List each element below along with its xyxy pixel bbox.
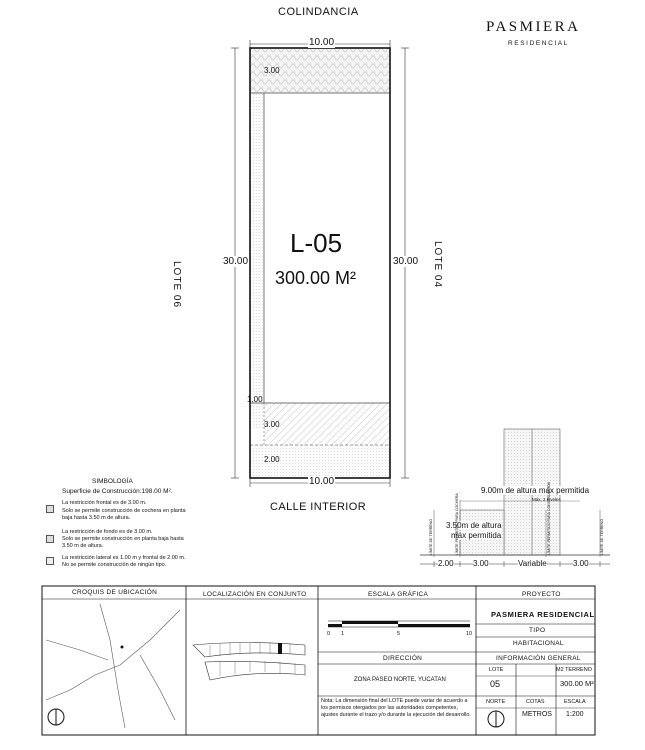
section-vertical-2: LÍMITE PERMITIDO PARA COCHERA (455, 493, 459, 555)
scale-tick-0: 0 (327, 631, 331, 637)
calle-label: CALLE INTERIOR (270, 501, 367, 513)
legend-1-line2: Solo se permite construcción de cochera en planta (62, 508, 186, 514)
section-dim-4: 3.00 (573, 559, 589, 568)
section-low-label-1: 3.50m de altura (446, 521, 502, 530)
scale-tick-1: 1 (341, 631, 345, 637)
width-top-label: 10.00 (309, 37, 335, 48)
lote-value: 05 (490, 679, 501, 689)
section-dim-1: 2.00 (438, 559, 454, 568)
superficie-text: Superficie de Construcción:198.00 M². (62, 488, 173, 495)
scale-tick-5: 5 (397, 631, 401, 637)
front-setback-label: 3.00 (264, 420, 280, 429)
colindancia-label: COLINDANCIA (278, 6, 359, 18)
section-max-sub: Máx. 2 niveles (532, 497, 561, 502)
brand-logo-sub: RESIDENCIAL (508, 40, 569, 47)
info-general-label: INFORMACIÓN GENERAL (496, 655, 581, 662)
depth-right-label: 30.00 (393, 256, 419, 267)
depth-left-label: 30.00 (223, 256, 249, 267)
escala-label: ESCALA (564, 699, 586, 705)
escala-value: 1:200 (566, 711, 584, 718)
section-vertical-1: LÍMITE DE TERRENO (429, 518, 433, 555)
lote-label: LOTE (489, 667, 504, 673)
nota-text: Nota: La dimensión final del LOTE puede variar de acuerdo a los permisos otergados por las autoridades competentes, ajustes durante el trazo y/o durante la ejecución del desarrollo. (321, 698, 471, 718)
simbologia-title: SIMBOLOGÍA (92, 478, 133, 485)
front-extra-label: 2.00 (264, 455, 280, 464)
tipo-value: HABITACIONAL (513, 640, 564, 647)
legend-1-line3: baja hasta 3.50 m de altura. (62, 515, 131, 521)
section-max-label: 9.00m de altura máx permitida (481, 486, 590, 495)
scale-tick-10: 10 (466, 631, 473, 637)
section-dim-3: Variable (518, 559, 547, 568)
localizacion-label: LOCALIZACIÓN EN CONJUNTO (203, 591, 307, 598)
legend-3-line1: La restricción lateral es 1.00 m y frontal de 2.00 m. (62, 555, 186, 561)
section-vertical-3: LÍMITE PERMITIDO PARA CONSTRUCCIÓN (547, 481, 551, 555)
right-neighbor-label: LOTE 04 (432, 241, 443, 289)
section-vertical-4: LÍMITE DE TERRENO (600, 518, 604, 555)
width-bottom-label: 10.00 (309, 476, 335, 487)
cotas-label: COTAS (526, 699, 545, 705)
legend-1-line1: La restricción frontal es de 3.00 m. (62, 500, 147, 506)
m2-label: M2 TERRENO (556, 667, 592, 673)
lot-area: 300.00 M² (275, 268, 357, 288)
escala-grafica-label: ESCALA GRÁFICA (368, 591, 429, 598)
brand-logo-name: PASMIERA (486, 19, 581, 35)
norte-label: NORTE (486, 699, 506, 705)
legend-2-line3: 3.50 m de altura. (62, 543, 104, 549)
m2-value: 300.00 M² (560, 679, 594, 688)
side-setback-label: 1.00 (247, 395, 263, 404)
left-neighbor-label: LOTE 06 (171, 261, 182, 309)
section-dim-2: 3.00 (473, 559, 489, 568)
cotas-value: METROS (522, 711, 552, 718)
proyecto-label: PROYECTO (522, 591, 561, 598)
direccion-label: DIRECCIÓN (383, 655, 423, 662)
croquis-label: CROQUIS DE UBICACIÓN (72, 589, 158, 596)
back-setback-label: 3.00 (264, 66, 280, 75)
lot-id: L-05 (290, 228, 343, 258)
tipo-label: TIPO (529, 627, 546, 634)
legend-3-line2: No se permite construcción de ningún tipo. (62, 562, 167, 568)
section-low-label-2: máx permitida (451, 531, 502, 540)
legend-2-line2: Solo se permite construcción en planta baja hasta (62, 536, 184, 542)
legend-2-line1: La restricción de fondo es de 3.00 m. (62, 529, 153, 535)
north-arrow-icon (488, 711, 504, 727)
north-arrow-icon (48, 709, 64, 725)
direccion-value: ZONA PASEO NORTE, YUCATAN (354, 677, 446, 683)
proyecto-value: PASMIERA RESIDENCIAL (491, 610, 595, 619)
